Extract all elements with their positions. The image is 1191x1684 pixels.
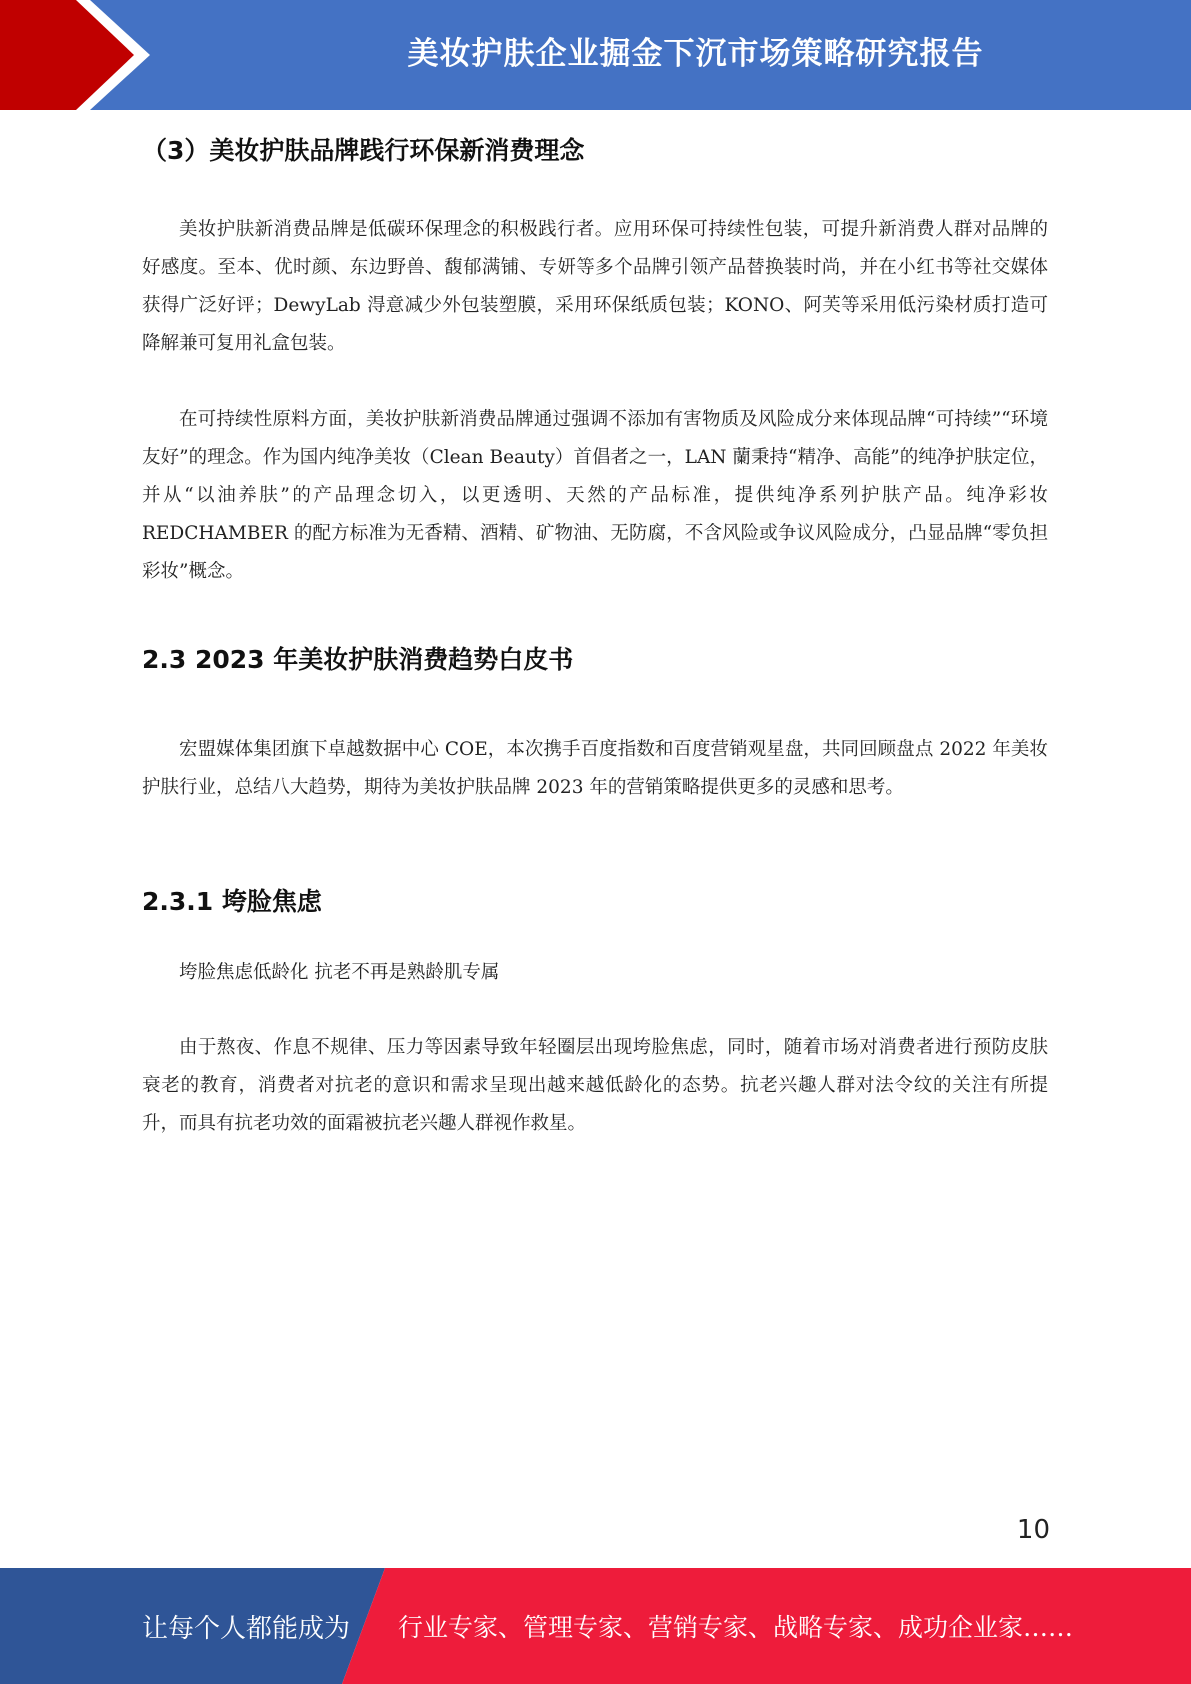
footer-slogan-left: 让每个人都能成为: [142, 1613, 351, 1644]
paragraph-anti-aging-trend: 由于熬夜、作息不规律、压力等因素导致年轻圈层出现垮脸焦虑，同时，随着市场对消费者进行预防皮肤衰老的教育，消费者对抗老的意识和需求呈现出越来越低龄化的态势。抗老兴趣人群对法令纹的关注有所提升，而具有抗老功效的面霜被抗老兴趣人群视作救星。: [142, 1037, 1048, 1134]
page-header: [0, 0, 1191, 110]
paragraph-subtitle-anti-aging: 垮脸焦虑低龄化 抗老不再是熟龄肌专属: [179, 962, 500, 983]
page-number: 10: [1016, 1515, 1050, 1545]
footer-slogan-right: 行业专家、管理专家、营销专家、战略专家、成功企业家……: [398, 1613, 1074, 1642]
section-heading-2-3: 2.3 2023 年美妆护肤消费趋势白皮书: [142, 645, 574, 674]
header-title: 美妆护肤企业掘金下沉市场策略研究报告: [407, 35, 984, 72]
paragraph-sustainable-ingredients: 在可持续性原料方面，美妆护肤新消费品牌通过强调不添加有害物质及风险成分来体现品牌“可持续”“环境友好”的理念。作为国内纯净美妆（Clean Beauty）首倡者之一，LAN 蘭秉持“精净、高能”的纯净护肤定位，并从“以油养肤”的产品理念切入，以更透明、天然的产品标准，提供纯净系列护肤产品。纯净彩妆 REDCHAMBER 的配方标准为无香精、酒精、矿物油、无防腐，不含风险或争议风险成分，凸显品牌“零负担彩妆”概念。: [142, 409, 1048, 582]
page-footer: [0, 1568, 1191, 1684]
section-heading-2-3-1: 2.3.1 垮脸焦虑: [142, 887, 322, 916]
paragraph-eco-packaging: 美妆护肤新消费品牌是低碳环保理念的积极践行者。应用环保可持续性包装，可提升新消费人群对品牌的好感度。至本、优时颜、东边野兽、馥郁满铺、专妍等多个品牌引领产品替换装时尚，并在小红书等社交媒体获得广泛好评；DewyLab 淂意减少外包装塑膜，采用环保纸质包装；KONO、阿芙等采用低污染材质打造可降解兼可复用礼盒包装。: [142, 219, 1048, 354]
paragraph-whitepaper-intro: 宏盟媒体集团旗下卓越数据中心 COE，本次携手百度指数和百度营销观星盘，共同回顾盘点 2022 年美妆护肤行业，总结八大趋势，期待为美妆护肤品牌 2023 年的营销策略提供更多的灵感和思考。: [142, 739, 1048, 798]
section-heading-3: （3）美妆护肤品牌践行环保新消费理念: [142, 136, 585, 165]
